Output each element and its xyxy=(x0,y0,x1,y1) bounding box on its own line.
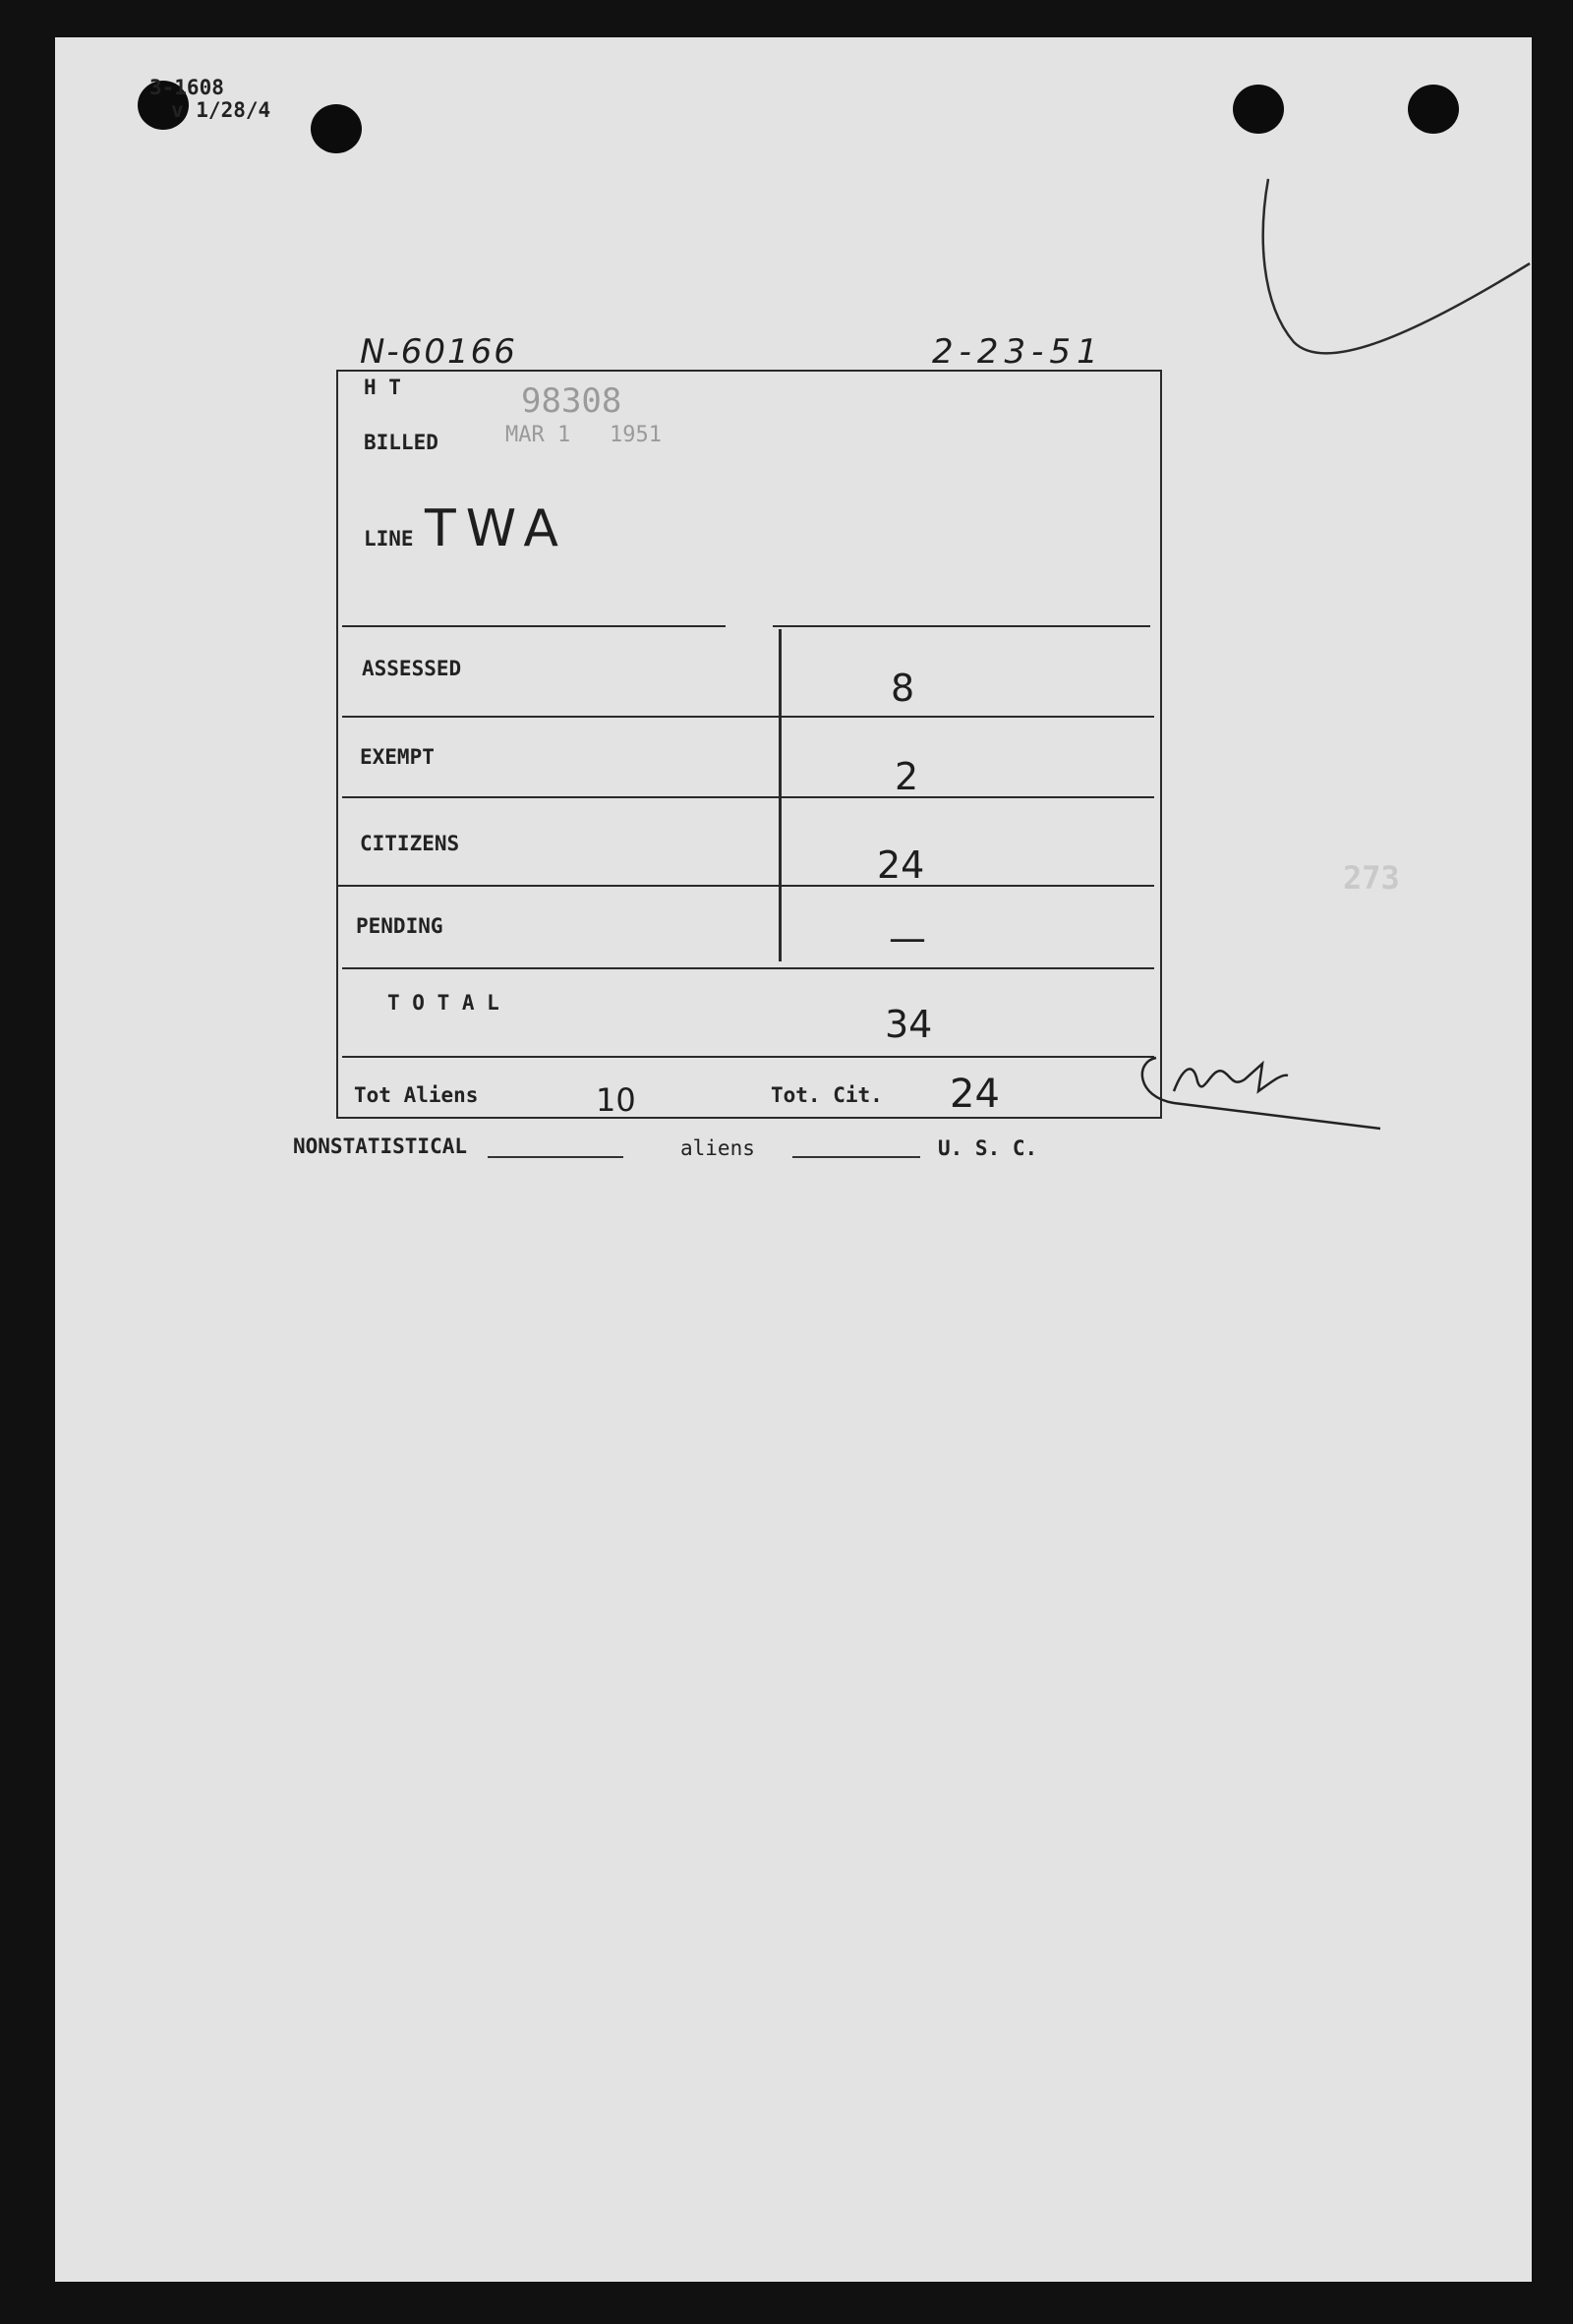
total-aliens-label: Tot Aliens xyxy=(354,1083,479,1107)
form-number: 3-1608 xyxy=(149,76,224,99)
total-value: 34 xyxy=(885,1003,933,1046)
punch-hole-right-1 xyxy=(1233,85,1284,134)
file-number-note: N-60166 xyxy=(360,332,517,372)
row-value: 8 xyxy=(891,667,915,710)
usc-label: U. S. C. xyxy=(938,1136,1038,1160)
form-revision: v 1/28/4 xyxy=(171,98,271,122)
nonstatistical-aliens-blank xyxy=(488,1156,623,1158)
form-number-block xyxy=(149,77,270,122)
billed-label: BILLED xyxy=(364,431,438,454)
ht-label: H T xyxy=(364,376,401,399)
line-value: TWA xyxy=(425,499,568,558)
row-label: PENDING xyxy=(356,914,443,938)
stamp-date: MAR 1 1951 xyxy=(505,423,662,447)
nonstatistical-label: NONSTATISTICAL xyxy=(293,1134,468,1158)
total-citizens-label: Tot. Cit. xyxy=(771,1083,883,1107)
row-label: ASSESSED xyxy=(362,657,462,680)
document-page xyxy=(55,37,1532,2282)
manifest-form-box xyxy=(336,370,1162,1119)
aliens-label: aliens xyxy=(680,1136,755,1160)
line-label: LINE xyxy=(364,527,414,551)
row-value: 2 xyxy=(895,755,919,798)
total-aliens-value: 10 xyxy=(596,1081,636,1119)
row-label: CITIZENS xyxy=(360,832,460,855)
row-value: — xyxy=(889,916,926,959)
punch-hole-left-2 xyxy=(311,104,362,153)
check-mark-drawing xyxy=(1254,175,1532,391)
stamp-number: 98308 xyxy=(521,381,622,421)
margin-stamp: 273 xyxy=(1343,859,1400,897)
initials-signature xyxy=(1135,1052,1420,1131)
row-value: 24 xyxy=(877,843,925,887)
row-label: EXEMPT xyxy=(360,745,435,769)
total-label: T O T A L xyxy=(387,991,499,1015)
punch-hole-right-2 xyxy=(1408,85,1459,134)
nonstatistical-usc-blank xyxy=(792,1156,920,1158)
total-citizens-value: 24 xyxy=(950,1072,1000,1117)
date-note: 2-23-51 xyxy=(932,332,1104,372)
